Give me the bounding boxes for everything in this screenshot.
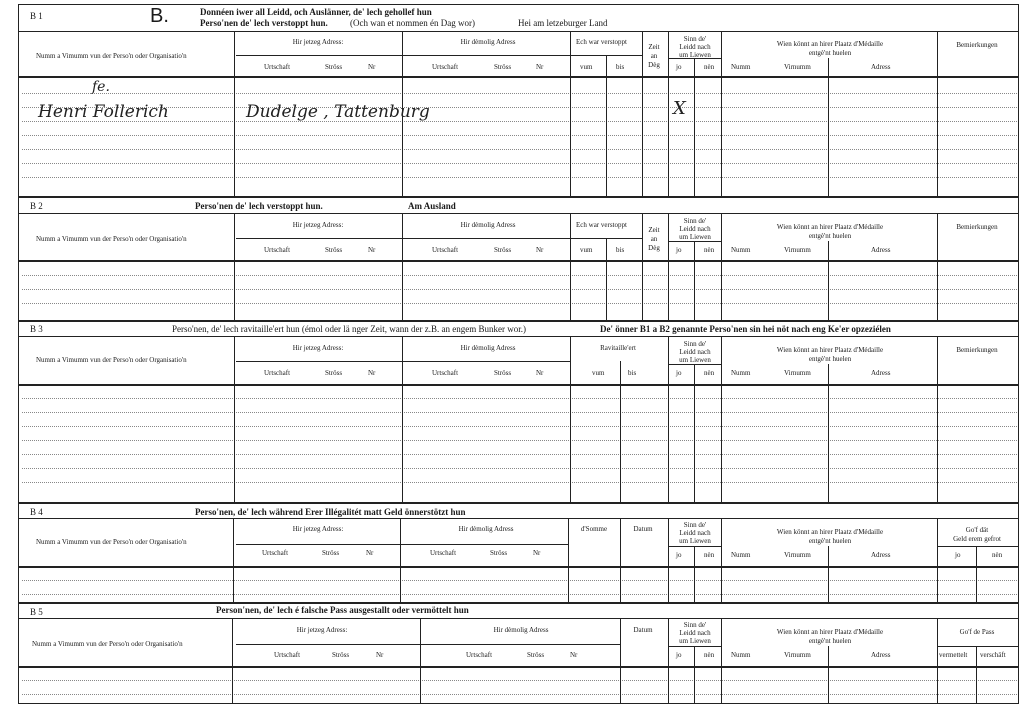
b3-former-locality: Urtschaft [432,369,459,377]
b4-ret-no: nèn [992,551,1003,559]
b1-former-street: Ströss [494,63,512,71]
b4-current-address: Hir jetzeg Adress: [292,525,344,533]
b1-title-3: Hei am letzeburger Land [518,18,608,28]
b5-name-header: Numm a Vimumm vun der Perso'n oder Organisatio'n [32,640,183,648]
b1-header-bottom-line [18,76,1019,78]
b3-former-number: Nr [536,369,544,377]
b1-title-2: Perso'nen de' lech verstoppt hun. [200,18,328,28]
b4-former-locality: Urtschaft [430,549,457,557]
b4-yes: jo [676,551,682,559]
b2-title-b: Am Ausland [408,201,456,211]
b3-yes: jo [676,369,682,377]
b5-former-number: Nr [570,651,578,659]
b2-locality: Urtschaft [264,246,291,254]
b1-handwritten-mark: fe. [92,79,110,95]
b2-surname: Numm [731,246,751,254]
b4-former-number: Nr [533,549,541,557]
b5-no: nèn [704,651,715,659]
b1-surname: Numm [731,63,751,71]
b1-hid-label: Ech war verstoppt [576,38,627,46]
b2-survived: Sinn de' Leidd nach um Liewen [679,217,711,241]
b4-surname: Numm [731,551,751,559]
b1-street: Ströss [325,63,343,71]
b3-survived: Sinn de' Leidd nach um Liewen [679,340,711,364]
b5-address: Adress [871,651,891,659]
b1-no: nèn [704,63,715,71]
b4-medal-who: Wien könnt an hirer Plaatz d'Médaille entgè'nt huelen [776,528,884,545]
b2-former-number: Nr [536,246,544,254]
b2-street: Ströss [325,246,343,254]
b2-no: nèn [704,246,715,254]
b2-former-street: Ströss [494,246,512,254]
b1-title-1: Donnéen iwer all Leidd, och Auslänner, de' lech gehollef hun [200,7,432,17]
b1-letter: B. [150,5,169,27]
b4-address: Adress [871,551,891,559]
b5-number: Nr [376,651,384,659]
b1-handwritten-name: Henri Follerich [38,102,169,122]
b3-remarks: Bemierkungen [956,346,998,354]
b4-number: Nr [366,549,374,557]
b2-medal-who: Wien könnt an hirer Plaatz d'Médaille entgè'nt huelen [776,223,884,240]
b1-code: B 1 [30,11,43,21]
b1-number: Nr [368,63,376,71]
b4-former-street: Ströss [490,549,508,557]
b3-address: Adress [871,369,891,377]
b4-date: Datum [633,525,653,533]
b2-former-locality: Urtschaft [432,246,459,254]
b1-handwritten-address: Dudelge , Tattenburg [246,102,430,122]
b3-supplied: Ravitaille'ert [600,344,636,352]
b3-code: B 3 [30,324,43,334]
b4-former-address: Hir dèmolig Adress [458,525,514,533]
b1-survived: Sinn de' Leidd nach um Liewen [679,35,711,59]
b3-former-address: Hir dèmolig Adress [460,344,516,352]
b2-current-address: Hir jetzeg Adress: [292,221,344,229]
b1-yes: jo [676,63,682,71]
b1-from: vum [580,63,593,71]
b2-code: B 2 [30,201,43,211]
b4-name-header: Numm a Vimumm vun der Perso'n oder Organisatio'n [36,538,187,546]
b1-name-header: Numm a Vimumm vun der Perso'n oder Organisatio'n [36,52,187,60]
b2-to: bis [616,246,625,254]
b2-remarks: Bemierkungen [956,223,998,231]
b5-street: Ströss [332,651,350,659]
b2-hid-label: Ech war verstoppt [576,221,627,229]
b5-date: Datum [633,626,653,634]
b3-title: Perso'nen, de' lech ravitaille'ert hun (émol oder lä nger Zeit, wann der z.B. an engem Bunker wor.) [172,324,526,334]
b2-name-header: Numm a Vimumm vun der Perso'n oder Organisatio'n [36,235,187,243]
b5-former-address: Hir dèmolig Adress [493,626,549,634]
b5-mediated: vermettelt [939,651,968,659]
b1-bottom-line [18,196,1019,198]
b5-title: Person'nen, de' lech é falsche Pass ausgestallt oder vermöttelt hun [216,605,469,615]
b1-former-address: Hir dèmolig Adress [460,38,516,46]
b1-handwritten-check: X [673,98,686,119]
b3-firstname: Virnumm [784,369,811,377]
b5-issued: verschäft [980,651,1006,659]
b3-to: bis [628,369,637,377]
b3-current-address: Hir jetzeg Adress: [292,344,344,352]
b5-surname: Numm [731,651,751,659]
b2-firstname: Virnumm [784,246,811,254]
b4-returned: Go'f dät Geld erem gefrot [953,526,1001,543]
b2-address: Adress [871,246,891,254]
b5-yes: jo [676,651,682,659]
b5-former-locality: Urtschaft [466,651,493,659]
b1-locality: Urtschaft [264,63,291,71]
b1-former-locality: Urtschaft [432,63,459,71]
b3-number: Nr [368,369,376,377]
b3-no: nèn [704,369,715,377]
b5-pass: Go'f de Pass [959,628,995,636]
b5-medal-who: Wien könnt an hirer Plaatz d'Médaille entgè'nt huelen [776,628,884,645]
b4-sum: d'Somme [580,525,608,533]
b4-no: nèn [704,551,715,559]
b2-title: Perso'nen de' lech verstoppt hun. [195,201,323,211]
b1-title-2b: (Och wan et nommen én Dag wor) [350,18,475,28]
b4-firstname: Virnumm [784,551,811,559]
b3-surname: Numm [731,369,751,377]
b2-former-address: Hir dèmolig Adress [460,221,516,229]
b4-locality: Urtschaft [262,549,289,557]
b5-current-address: Hir jetzeg Adress: [296,626,348,634]
b2-from: vum [580,246,593,254]
b5-survived: Sinn de' Leidd nach um Liewen [679,621,711,645]
b3-locality: Urtschaft [264,369,291,377]
b5-firstname: Virnumm [784,651,811,659]
b5-locality: Urtschaft [274,651,301,659]
b5-former-street: Ströss [527,651,545,659]
b3-name-header: Numm a Vimumm vun der Perso'n oder Organisatio'n [36,356,187,364]
b3-from: vum [592,369,605,377]
b2-yes: jo [676,246,682,254]
b4-survived: Sinn de' Leidd nach um Liewen [679,521,711,545]
b4-code: B 4 [30,507,43,517]
b4-street: Ströss [322,549,340,557]
b2-time-days: Zeit an Dèg [648,226,660,252]
b1-time-days: Zeit an Dèg [648,43,660,69]
b5-code: B 5 [30,607,43,617]
b2-number: Nr [368,246,376,254]
b3-former-street: Ströss [494,369,512,377]
b1-firstname: Virnumm [784,63,811,71]
b1-former-number: Nr [536,63,544,71]
b3-street: Ströss [325,369,343,377]
b3-title-b: De' önner B1 a B2 genannte Perso'nen sin hei nöt nach eng Ke'er opzeziélen [600,324,891,334]
b4-title: Perso'nen, de' lech während Erer Illégalitét matt Geld önnerstötzt hun [195,507,466,517]
b1-address: Adress [871,63,891,71]
b1-to: bis [616,63,625,71]
b1-remarks: Bemierkungen [956,41,998,49]
b1-medal-who: Wien könnt an hirer Plaatz d'Médaille entgè'nt huelen [776,40,884,57]
b3-medal-who: Wien könnt an hirer Plaatz d'Médaille entgè'nt huelen [776,346,884,363]
b1-current-address: Hir jetzeg Adress: [292,38,344,46]
b1-header-top-line [18,31,1019,32]
b4-ret-yes: jo [955,551,961,559]
